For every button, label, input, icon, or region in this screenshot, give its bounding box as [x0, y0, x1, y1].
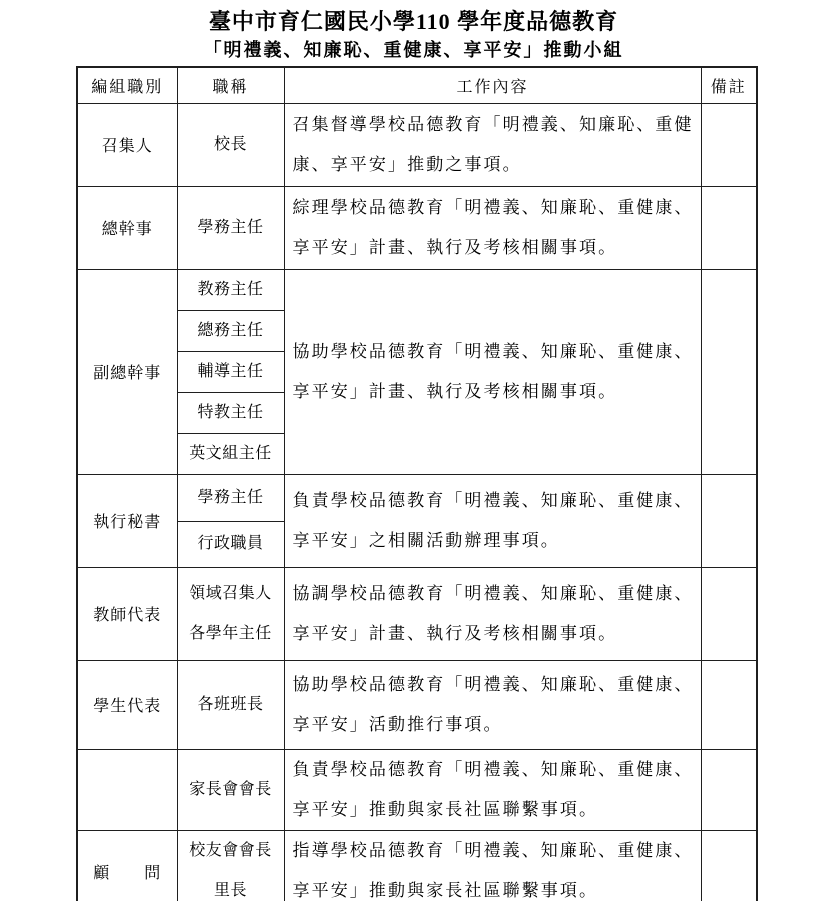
title-cell	[177, 474, 284, 521]
role-cell: 副總幹事	[77, 269, 177, 474]
role-cell: 教師代表	[77, 567, 177, 660]
duty-cell: 協助學校品德教育「明禮義、知廉恥、重健康、享平安」活動推行事項。	[284, 660, 701, 749]
duty-cell: 協調學校品德教育「明禮義、知廉恥、重健康、享平安」計畫、執行及考核相關事項。	[284, 567, 701, 660]
table-row	[77, 830, 757, 901]
header-cell-note: 備註	[701, 67, 757, 103]
title-line: 學務主任	[197, 218, 264, 236]
note-cell	[701, 474, 757, 567]
note-cell	[701, 103, 757, 186]
title-cell	[177, 186, 284, 269]
duty-cell: 指導學校品德教育「明禮義、知廉恥、重健康、享平安」推動與家長社區聯繫事項。	[284, 830, 701, 901]
title-line: 領域召集人	[189, 584, 272, 602]
note-cell	[701, 269, 757, 474]
title-cell	[177, 103, 284, 186]
title-line: 各學年主任	[189, 624, 272, 642]
duty-cell: 協助學校品德教育「明禮義、知廉恥、重健康、享平安」計畫、執行及考核相關事項。	[284, 269, 701, 474]
note-cell	[701, 186, 757, 269]
title-line: 校友會會長	[189, 842, 272, 860]
role-cell: 執行秘書	[77, 474, 177, 567]
title-cell	[177, 830, 284, 901]
role-cell: 學生代表	[77, 660, 177, 749]
title-cell	[177, 433, 284, 474]
title-line: 各班班長	[197, 695, 264, 713]
title-line: 輔導主任	[197, 362, 264, 380]
note-cell	[701, 567, 757, 660]
title-line: 總務主任	[197, 321, 264, 339]
role-cell	[77, 749, 177, 830]
table-row	[77, 103, 757, 186]
title-line: 特教主任	[197, 403, 264, 421]
title-line: 校長	[213, 135, 247, 153]
title-line: 里長	[213, 882, 247, 900]
table-row	[77, 660, 757, 749]
note-cell	[701, 660, 757, 749]
header-cell-duty: 工作內容	[284, 67, 701, 103]
committee-table	[76, 66, 758, 901]
title-cell	[177, 351, 284, 392]
document-title: 臺中市育仁國民小學110 學年度品德教育	[208, 9, 619, 34]
title-cell	[177, 660, 284, 749]
role-cell: 召集人	[77, 103, 177, 186]
title-cell	[177, 749, 284, 830]
duty-cell: 負責學校品德教育「明禮義、知廉恥、重健康、享平安」推動與家長社區聯繫事項。	[284, 749, 701, 830]
duty-cell: 召集督導學校品德教育「明禮義、知廉恥、重健康、享平安」推動之事項。	[284, 103, 701, 186]
note-cell	[701, 830, 757, 901]
table-row	[77, 269, 757, 310]
title-line: 英文組主任	[189, 444, 272, 462]
header-row	[77, 67, 757, 103]
document-subtitle: 「明禮義、知廉恥、重健康、享平安」推動小組	[203, 40, 624, 60]
title-line: 行政職員	[197, 535, 264, 552]
header-cell-title: 職稱	[177, 67, 284, 103]
role-cell: 總幹事	[77, 186, 177, 269]
title-cell	[177, 269, 284, 310]
title-cell	[177, 310, 284, 351]
note-cell	[701, 749, 757, 830]
title-line: 學務主任	[197, 488, 264, 506]
title-cell	[177, 392, 284, 433]
table-row	[77, 474, 757, 521]
title-cell	[177, 567, 284, 660]
header-cell-role: 編組職別	[77, 67, 177, 103]
table-row	[77, 567, 757, 660]
duty-cell: 綜理學校品德教育「明禮義、知廉恥、重健康、享平安」計畫、執行及考核相關事項。	[284, 186, 701, 269]
title-line: 家長會會長	[189, 780, 272, 798]
duty-cell: 負責學校品德教育「明禮義、知廉恥、重健康、享平安」之相關活動辦理事項。	[284, 474, 701, 567]
role-cell: 顧 問	[77, 830, 177, 901]
table-row	[77, 186, 757, 269]
title-line: 教務主任	[197, 280, 264, 298]
table-row	[77, 749, 757, 830]
title-cell	[177, 521, 284, 567]
